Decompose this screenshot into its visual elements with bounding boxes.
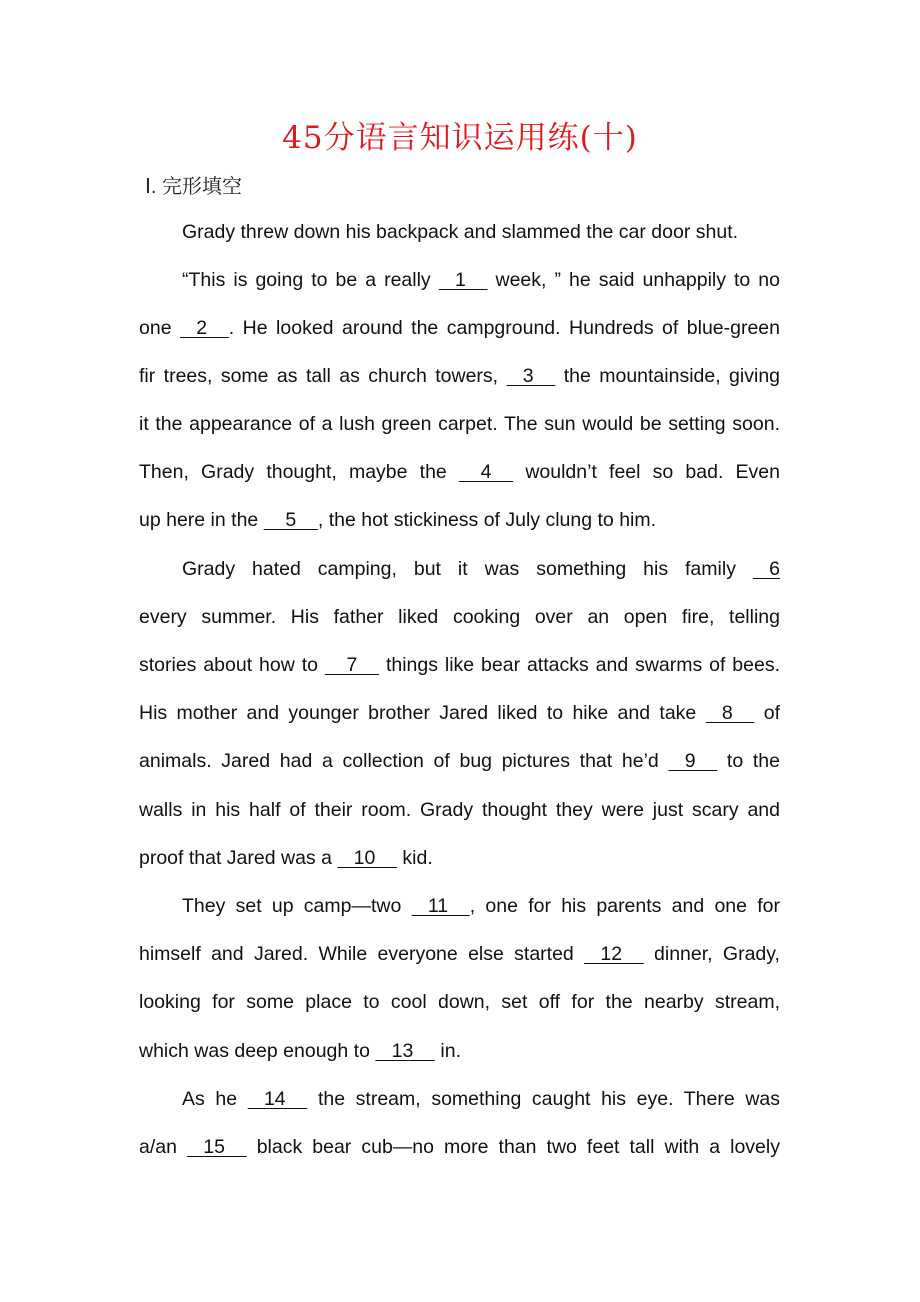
text-line-11: His mother and younger brother Jared liked to hike and take 8 of <box>139 698 780 728</box>
blank-15[interactable]: 15 <box>187 1136 247 1158</box>
blank-5[interactable]: 5 <box>263 509 318 531</box>
blank-7[interactable]: 7 <box>324 654 380 676</box>
text-line-12: animals. Jared had a collection of bug pictures that he’d 9 to the <box>139 746 780 776</box>
text-line-5: it the appearance of a lush green carpet. The sun would be setting soon. <box>139 413 780 435</box>
text-line-20: a/an 15 black bear cub—no more than two feet tall with a lovely <box>139 1132 780 1162</box>
blank-12[interactable]: 12 <box>584 943 644 965</box>
blank-13[interactable]: 13 <box>375 1040 435 1062</box>
text-line-3: one 2 . He looked around the campground. Hundreds of blue-green <box>139 313 780 343</box>
text-line-1: Grady threw down his backpack and slammed the car door shut. <box>182 221 739 243</box>
blank-3[interactable]: 3 <box>506 365 556 387</box>
text-line-14: proof that Jared was a 10 kid. <box>139 843 780 873</box>
blank-2[interactable]: 2 <box>180 317 229 339</box>
blank-4[interactable]: 4 <box>458 461 514 483</box>
text-line-6: Then, Grady thought, maybe the 4 wouldn’t feel so bad. Even <box>139 457 780 487</box>
text-line-13: walls in his half of their room. Grady thought they were just scary and <box>139 799 780 821</box>
text-line-2: “This is going to be a really 1 week, ” he said unhappily to no <box>182 265 780 295</box>
section-heading: Ⅰ. 完形填空 <box>145 176 243 198</box>
blank-8[interactable]: 8 <box>705 702 755 724</box>
blank-11[interactable]: 11 <box>411 895 470 917</box>
text-line-10: stories about how to 7 things like bear attacks and swarms of bees. <box>139 650 780 680</box>
text-line-7: up here in the 5 , the hot stickiness of July clung to him. <box>139 505 780 535</box>
text-line-16: himself and Jared. While everyone else started 12 dinner, Grady, <box>139 939 780 969</box>
text-line-17: looking for some place to cool down, set off for the nearby stream, <box>139 991 780 1013</box>
blank-1[interactable]: 1 <box>438 269 488 291</box>
page-title: 45分语言知识运用练(十) <box>282 120 638 156</box>
blank-9[interactable]: 9 <box>668 750 718 772</box>
text-line-18: which was deep enough to 13 in. <box>139 1036 780 1066</box>
text-line-19: As he 14 the stream, something caught his eye. There was <box>182 1084 780 1114</box>
text-line-9: every summer. His father liked cooking over an open fire, telling <box>139 606 780 628</box>
blank-14[interactable]: 14 <box>247 1088 308 1110</box>
text-line-15: They set up camp—two 11 , one for his parents and one for <box>182 891 780 921</box>
text-line-8: Grady hated camping, but it was something his family 6 <box>182 554 780 584</box>
text-line-4: fir trees, some as tall as church towers, 3 the mountainside, giving <box>139 361 780 391</box>
blank-10[interactable]: 10 <box>337 847 397 869</box>
blank-6[interactable]: 6 <box>752 558 780 580</box>
